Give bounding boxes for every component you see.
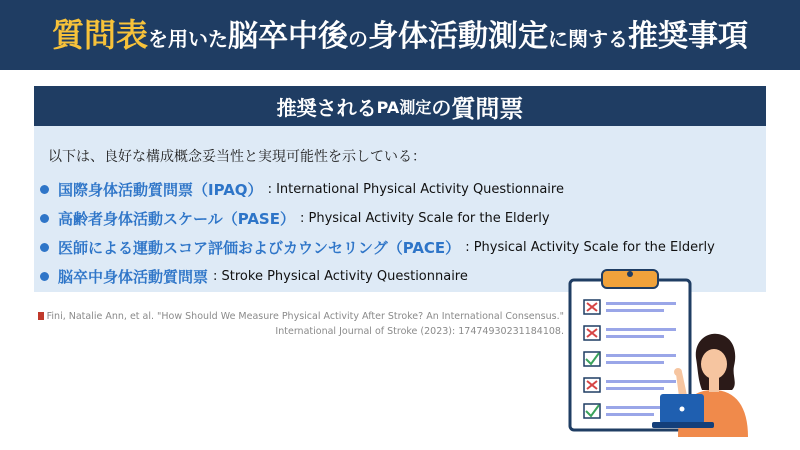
bullet-icon bbox=[40, 243, 49, 252]
item-en-label: : International Physical Activity Questionnaire bbox=[267, 182, 564, 197]
panel-header-pa: PA測定 bbox=[376, 97, 432, 117]
title-part-recommendations: 推奨事項 bbox=[628, 18, 748, 54]
citation bbox=[38, 309, 564, 339]
slide-title bbox=[51, 15, 748, 54]
list-item-pase bbox=[40, 204, 715, 233]
item-jp-label: 国際身体活動質問票（IPAQ） bbox=[58, 181, 263, 199]
panel-header bbox=[34, 86, 766, 126]
item-en-label: : Stroke Physical Activity Questionnaire bbox=[213, 269, 468, 284]
citation-line-1 bbox=[38, 309, 564, 324]
item-jp-label: 高齢者身体活動スケール（PASE） bbox=[58, 210, 295, 228]
bullet-icon bbox=[40, 272, 49, 281]
bullet-icon bbox=[40, 185, 49, 194]
checklist-illustration bbox=[548, 262, 748, 437]
book-icon bbox=[38, 312, 44, 320]
citation-text-1: Fini, Natalie Ann, et al. "How Should We Measure Physical Activity After Stroke? An International Consensus." bbox=[46, 311, 564, 322]
title-part-post-stroke: 脳卒中後 bbox=[228, 18, 348, 54]
title-part-no: の bbox=[348, 26, 368, 51]
panel-header-no: の bbox=[431, 95, 452, 120]
title-bar bbox=[0, 0, 800, 70]
panel-header-recommended: 推奨される bbox=[276, 95, 377, 120]
panel-header-questionnaire: 質問票 bbox=[451, 94, 524, 123]
list-item-pace bbox=[40, 233, 715, 262]
title-part-questionnaire: 質問表 bbox=[51, 15, 148, 54]
title-part-using: を用いた bbox=[148, 26, 228, 51]
list-item-ipaq bbox=[40, 175, 715, 204]
item-jp-label: 脳卒中身体活動質問票 bbox=[58, 268, 209, 286]
title-part-regarding: に関する bbox=[548, 26, 628, 51]
bullet-icon bbox=[40, 214, 49, 223]
title-part-pa-measurement: 身体活動測定 bbox=[368, 18, 548, 54]
item-en-label: : Physical Activity Scale for the Elderly bbox=[465, 240, 715, 255]
intro-text: 以下は、良好な構成概念妥当性と実現可能性を示している： bbox=[48, 149, 426, 165]
citation-line-2: International Journal of Stroke (2023): 17474930231184108. bbox=[275, 326, 564, 337]
item-en-label: : Physical Activity Scale for the Elderly bbox=[299, 211, 550, 226]
item-jp-label: 医師による運動スコア評価およびカウンセリング（PACE） bbox=[58, 239, 461, 257]
